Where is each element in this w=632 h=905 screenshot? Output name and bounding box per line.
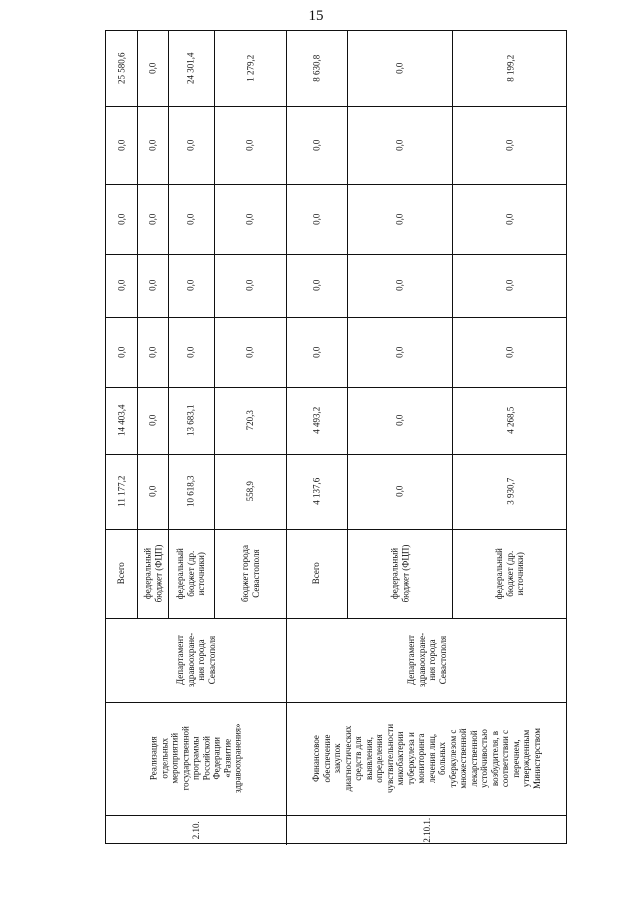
text-line: Всего xyxy=(311,562,322,585)
grid-line xyxy=(137,31,138,618)
grid-line xyxy=(106,702,566,703)
text-line: 4 493,2 xyxy=(311,407,322,434)
text-line: 0,0 xyxy=(147,414,158,427)
value-cell xyxy=(452,317,568,387)
text-line: больных xyxy=(437,742,448,775)
text-line: 0,0 xyxy=(504,346,515,358)
grid-line xyxy=(168,31,169,618)
value-cell xyxy=(347,31,452,106)
value-cell-text xyxy=(245,280,256,291)
text-line: средств для xyxy=(353,736,364,781)
text-line: федеральный xyxy=(389,547,399,600)
text-line: Севастополя xyxy=(437,635,448,685)
value-cell-text xyxy=(186,213,197,224)
value-cell xyxy=(106,184,137,254)
text-line: 0,0 xyxy=(394,62,405,75)
source-label-text xyxy=(116,562,127,584)
value-cell xyxy=(106,454,137,529)
text-line: здравоохране- xyxy=(416,632,427,688)
text-line: возбудителя, в xyxy=(490,730,500,787)
grid-line xyxy=(106,106,566,107)
grid-line xyxy=(106,184,566,185)
text-line: 0,0 xyxy=(116,213,127,225)
value-cell-text xyxy=(394,63,405,74)
text-line: федеральный xyxy=(142,547,152,600)
value-cell-text xyxy=(186,280,197,291)
text-line: здравоохране- xyxy=(185,632,196,688)
name-cell-text xyxy=(149,724,244,794)
value-cell xyxy=(137,184,168,254)
number-cell xyxy=(286,815,568,845)
value-cell xyxy=(137,31,168,106)
text-line: лечения лиц, xyxy=(427,733,437,784)
text-line: 0,0 xyxy=(147,62,158,75)
source-label-text xyxy=(311,562,322,584)
text-line: перечнем, xyxy=(511,739,521,778)
grid-line xyxy=(452,31,453,618)
text-line: 4 268,5 xyxy=(504,407,515,434)
text-line: 0,0 xyxy=(504,213,515,225)
text-line: 0,0 xyxy=(147,139,158,151)
text-line: 1 279,2 xyxy=(244,55,255,82)
text-line: «Развитие xyxy=(222,739,233,778)
value-cell xyxy=(214,184,286,254)
value-cell-text xyxy=(394,346,405,357)
text-line: бюджет (др. xyxy=(504,550,515,597)
grid-line xyxy=(347,31,348,618)
value-cell-text xyxy=(505,55,516,82)
value-cell-text xyxy=(116,280,127,291)
value-cell xyxy=(168,184,214,254)
source-label xyxy=(106,529,137,618)
source-label xyxy=(168,529,214,618)
value-cell-text xyxy=(147,280,158,291)
text-line: Федерации xyxy=(211,737,222,780)
value-cell xyxy=(347,387,452,454)
number-cell xyxy=(106,815,286,845)
value-cell xyxy=(347,254,452,317)
text-line: диагностических xyxy=(343,725,353,792)
value-cell-text xyxy=(147,415,158,426)
value-cell-text xyxy=(311,139,322,150)
text-line: бюджет (ФЦП) xyxy=(399,544,410,603)
value-cell-text xyxy=(505,213,516,224)
source-label xyxy=(137,529,168,618)
text-line: туберкулеза и xyxy=(406,732,416,785)
value-cell xyxy=(137,387,168,454)
text-line: закупок xyxy=(332,743,343,774)
source-label-text xyxy=(142,545,163,603)
text-line: ния города xyxy=(195,639,206,681)
text-line: мероприятий xyxy=(169,733,180,784)
value-cell xyxy=(452,184,568,254)
text-line: 0,0 xyxy=(311,279,322,292)
source-label-text xyxy=(239,545,260,602)
text-line: 0,0 xyxy=(147,213,158,225)
text-line: 0,0 xyxy=(394,485,405,498)
text-line: 11 177,2 xyxy=(116,475,127,508)
value-cell-text xyxy=(394,280,405,291)
name-cell-text xyxy=(312,724,543,793)
text-line: 8 630,8 xyxy=(311,55,322,82)
text-line: 0,0 xyxy=(311,346,322,358)
text-line: микобактерии xyxy=(395,731,406,786)
text-line: 2.10. xyxy=(190,821,201,839)
value-cell xyxy=(347,106,452,184)
value-cell-text xyxy=(311,478,322,505)
text-line: 0,0 xyxy=(394,346,405,358)
value-cell-text xyxy=(245,55,256,82)
value-cell-text xyxy=(311,407,322,434)
value-cell-text xyxy=(147,346,158,357)
text-line: ния города xyxy=(426,639,437,681)
value-cell xyxy=(286,254,347,317)
text-line: 0,0 xyxy=(311,213,322,225)
value-cell xyxy=(214,454,286,529)
number-cell-text xyxy=(191,821,202,839)
text-line: отдельных xyxy=(159,738,170,779)
text-line: 0,0 xyxy=(394,279,405,292)
value-cell-text xyxy=(245,346,256,357)
value-cell-text xyxy=(147,139,158,150)
value-cell xyxy=(137,254,168,317)
text-line: Российской xyxy=(201,736,212,781)
text-line: 8 199,2 xyxy=(504,55,515,82)
value-cell xyxy=(286,106,347,184)
page-number: 15 xyxy=(308,8,324,24)
number-cell-text xyxy=(422,818,433,843)
text-line: Севастополя xyxy=(249,549,260,598)
value-cell xyxy=(168,454,214,529)
funding-table xyxy=(105,30,567,844)
text-line: федеральный xyxy=(494,547,505,600)
text-line: 13 683,1 xyxy=(185,404,196,437)
text-line: Департамент xyxy=(174,635,185,685)
text-line: федеральный xyxy=(175,547,186,600)
grid-line xyxy=(106,387,566,388)
text-line: Севастополя xyxy=(206,635,217,685)
value-cell xyxy=(347,454,452,529)
source-label xyxy=(452,529,568,618)
value-cell-text xyxy=(394,415,405,426)
executor-cell xyxy=(106,618,286,702)
text-line: чувствительности xyxy=(385,723,395,794)
value-cell xyxy=(168,106,214,184)
text-line: 0,0 xyxy=(147,279,158,292)
text-line: Всего xyxy=(116,562,127,585)
text-line: 2.10.1. xyxy=(421,817,432,843)
value-cell xyxy=(286,387,347,454)
grid-line xyxy=(106,254,566,255)
value-cell xyxy=(214,106,286,184)
value-cell-text xyxy=(116,476,127,507)
value-cell xyxy=(452,31,568,106)
value-cell-text xyxy=(147,486,158,497)
text-line: Департамент xyxy=(405,635,416,685)
value-cell-text xyxy=(245,410,256,430)
value-cell xyxy=(452,387,568,454)
text-line: 0,0 xyxy=(116,139,127,151)
grid-line xyxy=(106,618,566,619)
text-line: определения xyxy=(374,734,385,783)
text-line: утвержденным xyxy=(521,729,532,788)
value-cell xyxy=(286,454,347,529)
source-label xyxy=(286,529,347,618)
text-line: Министерством xyxy=(532,728,542,790)
value-cell xyxy=(214,317,286,387)
value-cell xyxy=(106,254,137,317)
text-line: здравоохранения» xyxy=(232,723,243,794)
executor-cell-text xyxy=(175,633,217,687)
text-line: 0,0 xyxy=(116,346,127,358)
text-line: мониторинга xyxy=(416,733,427,784)
text-line: 0,0 xyxy=(116,279,127,292)
value-cell xyxy=(286,317,347,387)
value-cell xyxy=(452,106,568,184)
value-cell xyxy=(106,106,137,184)
value-cell xyxy=(106,387,137,454)
value-cell-text xyxy=(394,213,405,224)
value-cell xyxy=(452,254,568,317)
value-cell xyxy=(347,184,452,254)
text-line: 0,0 xyxy=(185,346,196,358)
value-cell-text xyxy=(311,346,322,357)
text-line: 24 301,4 xyxy=(185,52,196,85)
text-line: 0,0 xyxy=(504,279,515,292)
text-line: бюджет (ФЦП) xyxy=(152,544,163,603)
value-cell-text xyxy=(186,139,197,150)
text-line: 4 137,6 xyxy=(311,478,322,505)
value-cell xyxy=(168,31,214,106)
value-cell xyxy=(137,317,168,387)
value-cell-text xyxy=(245,213,256,224)
text-line: 0,0 xyxy=(147,346,158,358)
text-line: обеспечение xyxy=(322,734,332,783)
value-cell xyxy=(137,106,168,184)
text-line: бюджет города xyxy=(239,545,250,602)
value-cell-text xyxy=(186,346,197,357)
value-cell-text xyxy=(186,476,197,508)
value-cell-text xyxy=(505,139,516,150)
value-cell-text xyxy=(116,139,127,150)
value-cell-text xyxy=(116,53,127,85)
text-line: 14 403,4 xyxy=(116,404,127,437)
value-cell-text xyxy=(394,486,405,497)
value-cell-text xyxy=(116,213,127,224)
grid-line xyxy=(214,31,215,618)
value-cell xyxy=(286,184,347,254)
text-line: 0,0 xyxy=(244,213,255,225)
value-cell-text xyxy=(147,213,158,224)
value-cell-text xyxy=(186,53,197,85)
source-label-text xyxy=(175,548,207,599)
value-cell xyxy=(137,454,168,529)
value-cell-text xyxy=(186,405,197,437)
value-cell xyxy=(214,31,286,106)
executor-cell xyxy=(286,618,568,702)
text-line: 0,0 xyxy=(244,346,255,358)
text-line: 0,0 xyxy=(394,414,405,427)
value-cell-text xyxy=(394,139,405,150)
source-label xyxy=(347,529,452,618)
value-cell xyxy=(168,317,214,387)
value-cell xyxy=(106,31,137,106)
value-cell-text xyxy=(311,213,322,224)
text-line: 0,0 xyxy=(185,213,196,225)
value-cell-text xyxy=(505,407,516,434)
value-cell-text xyxy=(311,280,322,291)
text-line: лекарственной xyxy=(469,730,479,787)
value-cell-text xyxy=(116,405,127,437)
text-line: Реализация xyxy=(148,736,159,781)
text-line: источники) xyxy=(515,551,526,596)
value-cell-text xyxy=(116,346,127,357)
text-line: Финансовое xyxy=(311,735,322,782)
value-cell xyxy=(168,254,214,317)
text-line: туберкулезом с xyxy=(448,729,458,788)
grid-line xyxy=(106,454,566,455)
grid-line xyxy=(286,31,287,845)
value-cell xyxy=(286,31,347,106)
value-cell-text xyxy=(505,346,516,357)
value-cell-text xyxy=(311,55,322,82)
text-line: 0,0 xyxy=(394,139,405,151)
source-label xyxy=(214,529,286,618)
text-line: программы xyxy=(190,736,201,781)
name-cell xyxy=(106,702,286,815)
grid-line xyxy=(106,317,566,318)
text-line: 0,0 xyxy=(185,139,196,151)
value-cell xyxy=(214,254,286,317)
text-line: государственной xyxy=(180,726,191,791)
grid-line xyxy=(106,529,566,530)
value-cell xyxy=(347,317,452,387)
text-line: 558,9 xyxy=(244,481,255,502)
source-label-text xyxy=(389,545,410,603)
text-line: 0,0 xyxy=(504,139,515,151)
value-cell-text xyxy=(245,481,256,501)
text-line: бюджет (др. xyxy=(185,550,196,597)
value-cell xyxy=(214,387,286,454)
grid-line xyxy=(106,815,566,816)
text-line: 10 618,3 xyxy=(185,475,196,508)
text-line: соответствии с xyxy=(500,729,511,788)
value-cell xyxy=(168,387,214,454)
value-cell-text xyxy=(505,280,516,291)
value-cell-text xyxy=(147,63,158,74)
text-line: источники) xyxy=(196,551,207,596)
text-line: устойчивостью xyxy=(479,729,490,788)
text-line: 25 580,6 xyxy=(116,52,127,85)
value-cell xyxy=(106,317,137,387)
text-line: множественной xyxy=(458,728,469,789)
value-cell-text xyxy=(245,139,256,150)
text-line: 0,0 xyxy=(244,139,255,151)
source-label-text xyxy=(494,548,526,599)
text-line: 0,0 xyxy=(147,485,158,498)
text-line: 3 930,7 xyxy=(504,478,515,505)
text-line: 0,0 xyxy=(311,139,322,151)
text-line: выявления, xyxy=(364,736,374,781)
value-cell-text xyxy=(505,478,516,505)
executor-cell-text xyxy=(406,633,448,687)
text-line: 0,0 xyxy=(185,279,196,292)
text-line: 0,0 xyxy=(244,279,255,292)
text-line: 0,0 xyxy=(394,213,405,225)
text-line: 720,3 xyxy=(244,410,255,431)
name-cell xyxy=(286,702,568,815)
value-cell xyxy=(452,454,568,529)
